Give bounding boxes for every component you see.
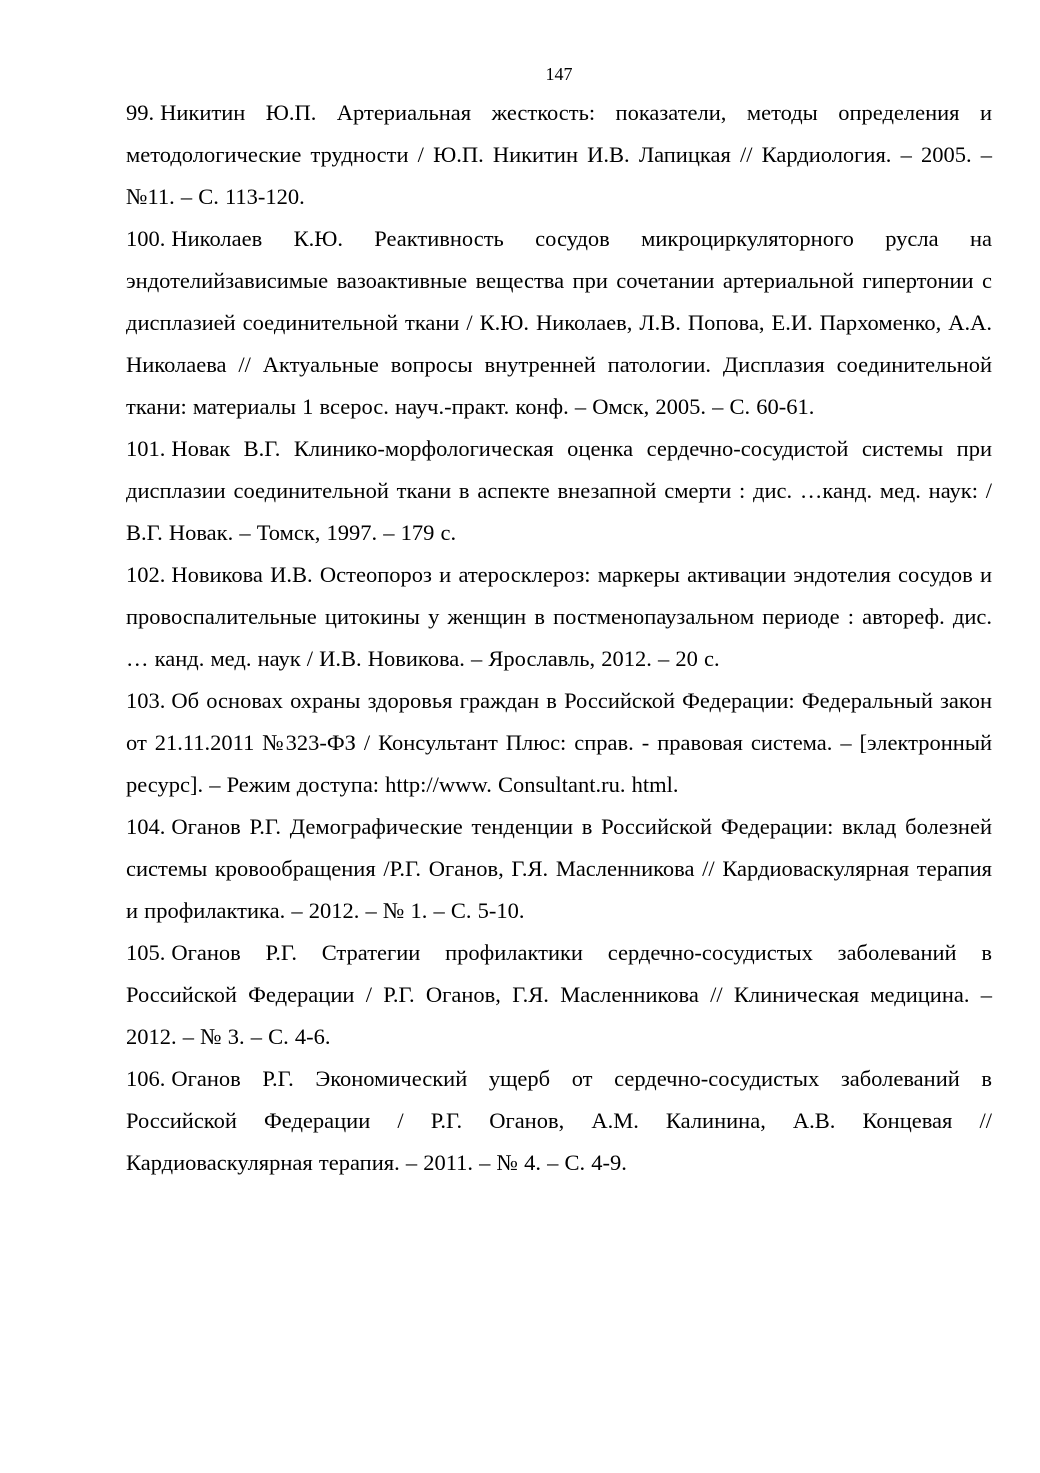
reference-number: 106. (126, 1066, 166, 1091)
reference-text: Николаев К.Ю. Реактивность сосудов микроциркуляторного русла на эндотелийзависимые вазоактивные вещества при сочетании артериальной гипертонии с дисплазией соединительной ткани / К.Ю. Николаев, Л.В. Попова, Е.И. Пархоменко, А.А. Николаева // Актуальные вопросы внутренней патологии. Дисплазия соединительной ткани: материалы 1 всерос. науч.-практ. конф. – Омск, 2005. – С. 60-61. (126, 226, 992, 419)
reference-text: Об основах охраны здоровья граждан в Российской Федерации: Федеральный закон от 21.11.2011 №323-ФЗ / Консультант Плюс: справ. - правовая система. – [электронный ресурс]. – Режим доступа: http://www. Consultant.ru. html. (126, 688, 992, 797)
reference-number: 105. (126, 940, 166, 965)
reference-item (126, 806, 992, 932)
reference-number: 104. (126, 814, 166, 839)
reference-list (126, 92, 992, 1184)
reference-number: 103. (126, 688, 166, 713)
reference-item (126, 680, 992, 806)
reference-text: Оганов Р.Г. Демографические тенденции в Российской Федерации: вклад болезней системы кровообращения /Р.Г. Оганов, Г.Я. Масленникова // Кардиоваскулярная терапия и профилактика. – 2012. – № 1. – С. 5-10. (126, 814, 992, 923)
reference-number: 101. (126, 436, 166, 461)
reference-text: Новак В.Г. Клинико-морфологическая оценка сердечно-сосудистой системы при дисплазии соединительной ткани в аспекте внезапной смерти : дис. …канд. мед. наук: / В.Г. Новак. – Томск, 1997. – 179 с. (126, 436, 992, 545)
reference-text: Никитин Ю.П. Артериальная жесткость: показатели, методы определения и методологические трудности / Ю.П. Никитин И.В. Лапицкая // Кардиология. – 2005. – №11. – С. 113-120. (126, 100, 992, 209)
reference-item (126, 428, 992, 554)
reference-item (126, 1058, 992, 1184)
reference-text: Новикова И.В. Остеопороз и атеросклероз: маркеры активации эндотелия сосудов и провоспалительные цитокины у женщин в постменопаузальном периоде : автореф. дис. … канд. мед. наук / И.В. Новикова. – Ярославль, 2012. – 20 с. (126, 562, 992, 671)
page-number: 147 (545, 64, 573, 84)
reference-number: 99. (126, 100, 155, 125)
reference-number: 102. (126, 562, 166, 587)
reference-number: 100. (126, 226, 166, 251)
reference-item (126, 932, 992, 1058)
reference-item (126, 92, 992, 218)
reference-text: Оганов Р.Г. Стратегии профилактики сердечно-сосудистых заболеваний в Российской Федерации / Р.Г. Оганов, Г.Я. Масленникова // Клиническая медицина. – 2012. – № 3. – С. 4-6. (126, 940, 992, 1049)
reference-item (126, 554, 992, 680)
reference-item (126, 218, 992, 428)
reference-text: Оганов Р.Г. Экономический ущерб от сердечно-сосудистых заболеваний в Российской Федерации / Р.Г. Оганов, А.М. Калинина, А.В. Концевая // Кардиоваскулярная терапия. – 2011. – № 4. – С. 4-9. (126, 1066, 992, 1175)
